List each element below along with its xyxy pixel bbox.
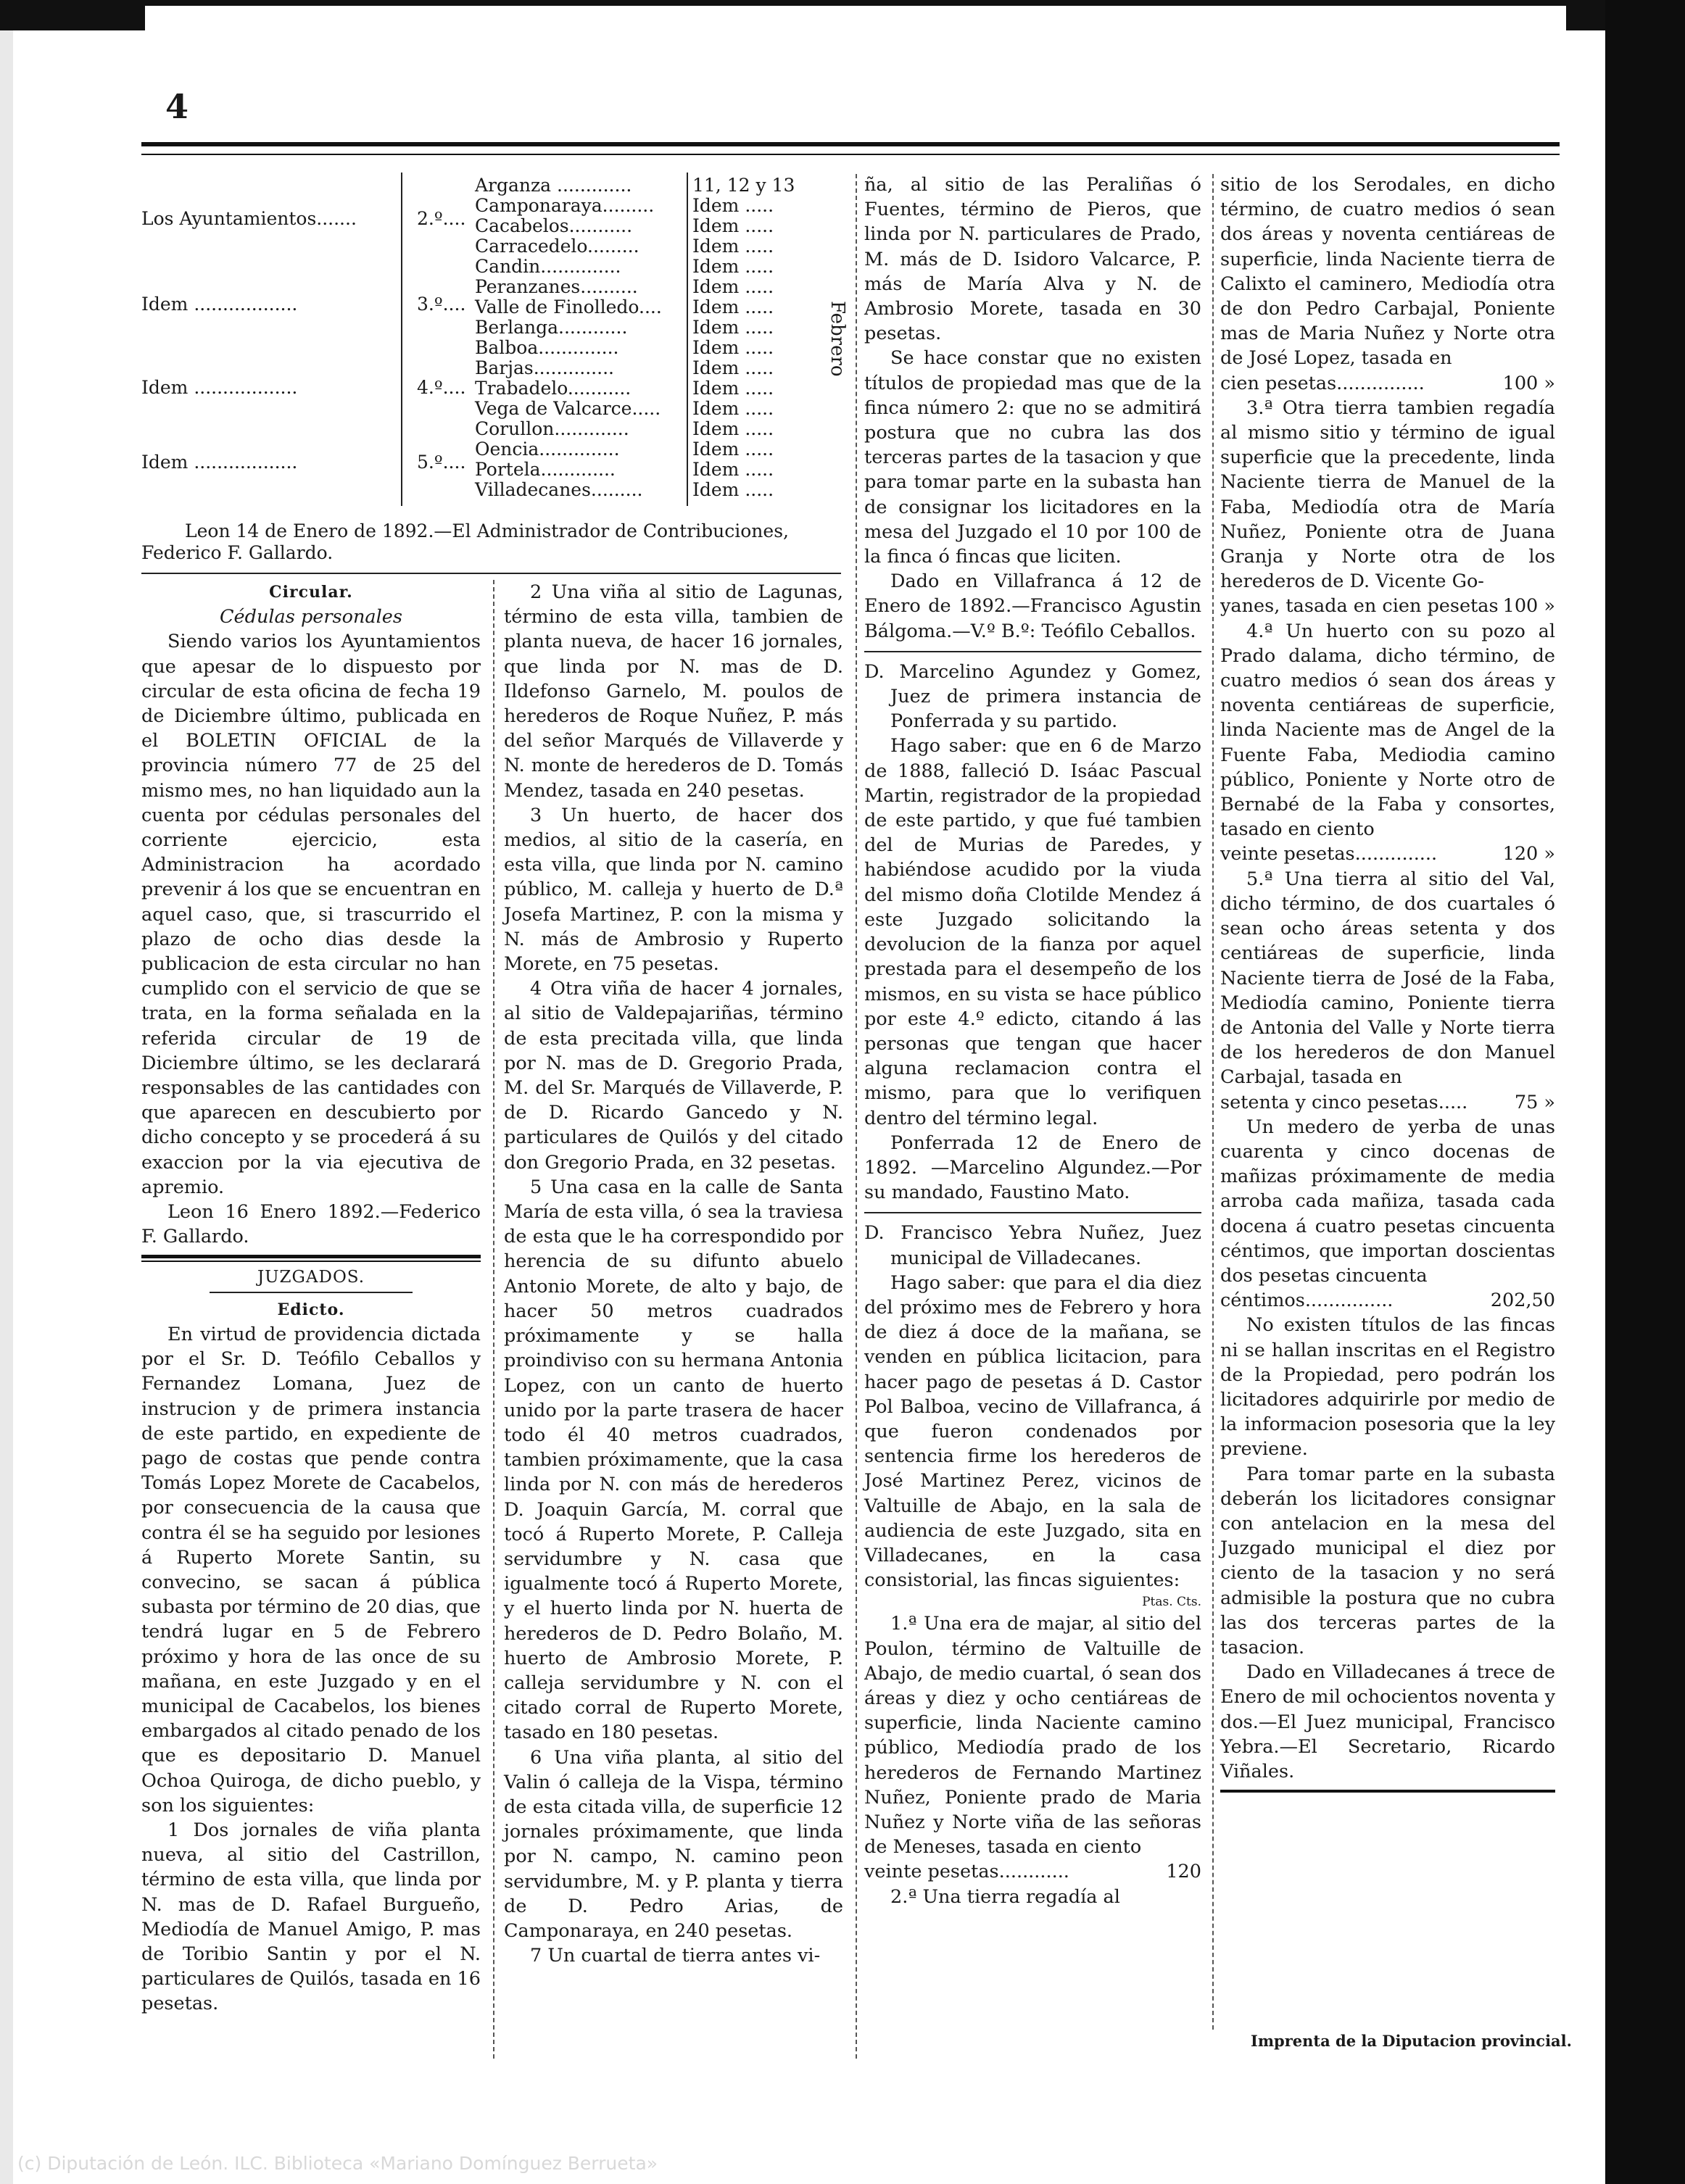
circular-title: Circular. [269, 583, 353, 602]
property-amount-line [864, 1859, 1201, 1884]
municipality-name: Barjas.............. [475, 357, 614, 378]
amount-value: 120 [1166, 1861, 1201, 1883]
schedule-month: Febrero [827, 301, 848, 377]
schedule-date: Idem ..... [692, 357, 774, 378]
amount-value: 100 » [1502, 372, 1555, 394]
property-item: 2.ª Una tierra regadía al [890, 1885, 1120, 1908]
group-turno: 5.º.... [417, 452, 466, 473]
property-amount-line [1220, 842, 1555, 866]
schedule-date: Idem ..... [692, 459, 774, 480]
edicto-note: Se hace constar que no existen títulos de propiedad mas que de la finca número 2: que no se admitirá postura que no cubra las dos terceras partes de la tasacion y que para tomar parte en la subasta han de consignar los licitadores en la mesa del Juzgado el 10 por 100 de la finca ó fincas que liciten. [864, 347, 1201, 568]
amount-value: 75 » [1514, 1091, 1555, 1113]
group-turno: 4.º.... [417, 377, 466, 398]
section-title: JUZGADOS. [257, 1268, 365, 1287]
schedule-date: Idem ..... [692, 479, 774, 500]
amount-label: veinte pesetas............ [864, 1861, 1069, 1883]
schedule-date: Idem ..... [692, 195, 774, 216]
municipality-name: Trabadelo........... [475, 378, 632, 399]
table-rule [687, 173, 688, 506]
circular-body: Siendo varios los Ayuntamientos que apesar de lo dispuesto por circular de esta oficina de fecha 19 de Diciembre último, publicada en el BOLETIN OFICIAL de la provincia número 77 de 25 del mismo mes, no han liquidado aun la cuenta por cédulas personales del corriente ejercicio, esta Administracion ha acordado prevenir á los que se encuentran en aquel caso, que, si trascurrido el plazo de ocho dias desde la publicacion de esta circular no han cumplido con el servicio de que se trata, en la forma señalada en la referida circular de 19 de Diciembre último, se les declarará responsables de las cantidades con que aparecen en descubierto por dicho concepto y se procederá á su exaccion por la via ejecutiva de apremio. [141, 631, 481, 1198]
municipality-name: Vega de Valcarce..... [475, 398, 661, 419]
property-amount-line [1220, 594, 1555, 618]
property-amount-line [1220, 371, 1555, 396]
circular-subtitle: Cédulas personales [220, 606, 402, 628]
page-number: 4 [165, 87, 189, 126]
municipality-name: Corullon............. [475, 418, 629, 439]
municipality-name: Portela............. [475, 459, 616, 480]
municipality-name: Arganza ............. [475, 175, 632, 196]
schedule-date: Idem ..... [692, 337, 774, 358]
edicto-title: Edicto. [277, 1300, 345, 1319]
schedule-date: 11, 12 y 13 [692, 175, 795, 196]
printer-imprint: Imprenta de la Diputacion provincial. [1251, 2032, 1572, 2050]
municipality-name: Candin.............. [475, 256, 621, 277]
section-rule [210, 1292, 413, 1293]
column-4 [1220, 173, 1555, 1793]
property-item: 4.ª Un huerto con su pozo al Prado dalama, dicho término, de cuatro medios ó sean dos áreas y noventa centiáreas de superficie, linda Naciente mas de Angel de la Fuente Faba, Mediodia camino público, Poniente y Norte otro de Bernabé de la Faba y consortes, tasado en ciento [1220, 620, 1555, 841]
municipality-name: Balboa.............. [475, 337, 619, 358]
schedule-date: Idem ..... [692, 418, 774, 439]
edicto-body: Hago saber: que en 6 de Marzo de 1888, falleció D. Isáac Pascual Martin, registrador de la propiedad de este partido, y que fué tambien del de Murias de Paredes, y habiéndose acudido por la viuda del mismo doña Clotilde Mendez á este Juzgado solicitando la devolucion de la fianza por aquel prestada para el desempeño de los mismos, en su vista se hace público por este 4.º edicto, citando á las personas que tengan que hacer alguna reclamacion contra el mismo, para que lo verifiquen dentro del término legal. [864, 735, 1201, 1129]
table-rule [401, 173, 402, 506]
group-turno: 3.º.... [417, 294, 466, 315]
footer-rule [1220, 1790, 1555, 1793]
scan-border-gap [145, 6, 1566, 30]
amount-label: setenta y cinco pesetas..... [1220, 1091, 1468, 1113]
amount-label: yanes, tasada en cien pesetas [1220, 595, 1499, 618]
property-amount-line [1220, 1288, 1555, 1313]
property-amount-line [1220, 1090, 1555, 1115]
edicto-item: 3 Un huerto, de hacer dos medios, al sitio de la casería, en esta villa, que linda por N. camino público, M. calleja y huerto de D.ª Josefa Martinez, P. con la misma y N. más de Ambrosio y Ruperto Morete, en 75 pesetas. [504, 804, 843, 976]
edicto-note: No existen títulos de las fincas ni se hallan inscritas en el Registro de la Propiedad, pero podrán los licitadores adquirirle por medio de la informacion posesoria que la ley previene. [1220, 1314, 1555, 1461]
edicto-item: 2 Una viña al sitio de Lagunas, término de esta villa, tambien de planta nueva, de hacer 16 jornales, que linda por N. mas de D. Ildefonso Garnelo, M. poulos de herederos de Roque Nuñez, P. más del señor Marqués de Villaverde y N. monte de herederos de D. Tomás Mendez, tasada en 240 pesetas. [504, 581, 843, 802]
property-item: 5.ª Una tierra al sitio del Val, dicho término, de dos cuartales ó sean ocho áreas setenta y dos centiáreas de superficie, linda Naciente tierra de José de la Faba, Mediodía camino, Poniente tierra de Antonia del Valle y Norte tierra de los herederos de don Manuel Carbajal, tasada en [1220, 868, 1555, 1089]
property-item: 3.ª Otra tierra tambien regadía al mismo sitio y término de igual superficie que la precedente, linda Naciente tierra de Manuel de la Faba, Mediodía otra de María Nuñez, Poniente otra de Juana Granja y Norte otra de los herederos de D. Vicente Go- [1220, 396, 1555, 593]
schedule-date: Idem ..... [692, 276, 774, 297]
circular-signature: Leon 16 Enero 1892.—Federico F. Gallardo. [141, 1201, 481, 1248]
group-turno: 2.º.... [417, 208, 466, 229]
edicto-body: Hago saber: que para el dia diez del próximo mes de Febrero y hora de diez á doce de la mañana, se venden en pública licitacion, para hacer pago de pesetas á D. Castor Pol Balboa, vecino de Villafranca, á que fueron condenados por sentencia firme los herederos de José Martinez Perez, vicinos de Valtuille de Abajo, en la sala de audiencia de este Juzgado, sita en Villadecanes, en la casa consistorial, las fincas siguientes: [864, 1271, 1201, 1592]
group-label: Idem .................. [141, 377, 298, 398]
schedule-date: Idem ..... [692, 317, 774, 338]
schedule-date: Idem ..... [692, 236, 774, 257]
schedule-date: Idem ..... [692, 215, 774, 236]
property-item: Un medero de yerba de unas cuarenta y cinco docenas de mañizas próximamente de media arroba cada mañiza, tasada cada docena á cuatro pesetas cincuenta céntimos, que importan doscientas dos pesetas cincuenta [1220, 1116, 1555, 1287]
group-label: Idem .................. [141, 294, 298, 315]
edicto-note: Para tomar parte en la subasta deberán los licitadores consignar con antelacion en la mesa del Juzgado municipal el diez por ciento de la tasacion y no será admisible la postura que no cubra las dos terceras partes de la tasacion. [1220, 1463, 1555, 1658]
edicto-item: 5 Una casa en la calle de Santa María de esta villa, ó sea la traviesa de esta que le ha correspondido por herencia de su difunto abuelo Antonio Morete, de alto y bajo, de hacer 50 metros cuadrados próximamente y se halla proindiviso con su hermana Antonia Lopez, con un canto de huerto unido por la parte trasera de hacer todo él 40 metros cuadrados, tambien próximamente, que la casa linda por N. con más de herederos D. Joaquin García, M. corral que tocó á Ruperto Morete, P. Calleja servidumbre y N. casa que igualmente tocó á Ruperto Morete, y el huerto linda por N. huerta de herederos de D. Pedro Bolaño, M. huerto de Ambrosio Morete, P. calleja servidumbre y N. con el citado corral de Ruperto Morete, tasado en 180 pesetas. [504, 1176, 843, 1744]
municipality-name: Valle de Finolledo.... [475, 296, 662, 317]
edicto-continuation: ña, al sitio de las Peraliñas ó Fuentes, término de Pieros, que linda por N. particulares de Prado, M. más de D. Isidoro Valcarce, P. más de María Alva y N. de Ambrosio Morete, tasada en 30 pesetas. [864, 174, 1201, 345]
edicto-signature: Ponferrada 12 de Enero de 1892. —Marcelino Algundez.—Por su mandado, Faustino Mato. [864, 1132, 1201, 1204]
edicto-heading: D. Marcelino Agundez y Gomez, Juez de primera instancia de Ponferrada y su partido. [864, 660, 1201, 733]
column-1 [141, 580, 481, 2017]
property-item: sitio de los Serodales, en dicho término, de cuatro medios ó sean dos áreas y noventa centiáreas de superficie, linda Naciente tierra de Calixto el caminero, Mediodía otra de don Pedro Carbajal, Poniente mas de Maria Nuñez y Norte otra de José Lopez, tasada en [1220, 174, 1555, 370]
municipality-name: Camponaraya......... [475, 195, 655, 216]
municipality-name: Berlanga............ [475, 317, 628, 338]
column-2 [504, 580, 843, 1968]
group-label: Los Ayuntamientos....... [141, 208, 357, 229]
municipality-name: Cacabelos........... [475, 215, 633, 236]
column-divider [1212, 174, 1214, 2030]
edicto-item: 6 Una viña planta, al sitio del Valin ó calleja de la Vispa, término de esta citada villa, de superficie 12 jornales próximamente, que linda por N. campo, N. camino peon servidumbre, M. y P. planta y tierra de D. Pedro Arias, de Camponaraya, en 240 pesetas. [504, 1746, 843, 1942]
schedule-date: Idem ..... [692, 398, 774, 419]
scan-border-right [1605, 0, 1685, 2184]
edicto-item: 7 Un cuartal de tierra antes vi- [530, 1945, 821, 1967]
schedule-signature: Leon 14 de Enero de 1892.—El Administrador de Contribuciones, Federico F. Gallardo. [141, 520, 789, 563]
edicto-body: En virtud de providencia dictada por el Sr. D. Teófilo Ceballos y Fernandez Lomana, Juez de instrucion y de primera instancia de este partido, en expediente de pago de costas que pende contra Tomás Lopez Morete de Cacabelos, por consecuencia de la causa que contra él se ha seguido por lesiones á Ruperto Morete Santin, su convecino, se sacan á pública subasta por término de 20 dias, que tendrá lugar en 5 de Febrero próximo y hora de las once de su mañana, en este Juzgado y en el municipal de Cacabelos, los bienes embargados al citado penado de los que es depositario D. Manuel Ochoa Quiroga, de dicho pueblo, y son los siguientes: [141, 1323, 481, 1816]
schedule-date: Idem ..... [692, 378, 774, 399]
column-3 [864, 173, 1201, 1909]
schedule-date: Idem ..... [692, 439, 774, 460]
municipality-name: Villadecanes......... [475, 479, 643, 500]
column-divider [493, 580, 494, 2059]
edicto-heading: D. Francisco Yebra Nuñez, Juez municipal de Villadecanes. [864, 1222, 1201, 1269]
section-rule [864, 651, 1201, 652]
schedule-date: Idem ..... [692, 256, 774, 277]
copyright-watermark: (c) Diputación de León. ILC. Biblioteca «Mariano Domínguez Berrueta» [17, 2153, 658, 2174]
edicto-signature: Dado en Villadecanes á trece de Enero de mil ochocientos noventa y dos.—El Juez municipal, Francisco Yebra.—El Secretario, Ricardo Viñales. [1220, 1661, 1555, 1782]
scan-border-left [0, 0, 13, 2184]
amount-label: veinte pesetas.............. [1220, 843, 1438, 865]
municipality-name: Carracedelo......... [475, 236, 639, 257]
column-divider [856, 174, 857, 2059]
property-item: 1.ª Una era de majar, al sitio del Poulon, término de Valtuille de Abajo, de medio cuartal, ó sean dos áreas y diez y ocho centiáreas de superficie, linda Naciente camino público, Mediodía prado de los herederos de Fernando Martinez Nuñez, Poniente prado de Maria Nuñez y Norte viña de las señoras de Meneses, tasada en ciento [864, 1613, 1201, 1859]
section-rule [141, 573, 841, 574]
amount-value: 202,50 [1490, 1290, 1555, 1312]
edicto-item: 4 Otra viña de hacer 4 jornales, al sitio de Valdepajariñas, término de esta precitada villa, que linda por N. mas de D. Gregorio Prada, M. del Sr. Marqués de Villaverde, P. de D. Ricardo Gancedo y N. particulares de Quilós y del citado don Gregorio Prada, en 32 pesetas. [504, 978, 843, 1174]
edicto-signature: Dado en Villafranca á 12 de Enero de 1892.—Francisco Agustin Bálgoma.—V.º B.º: Teófilo Ceballos. [864, 570, 1201, 642]
section-rule [864, 1212, 1201, 1213]
amount-value: 120 » [1502, 843, 1555, 865]
amount-label: céntimos............... [1220, 1290, 1394, 1312]
group-label: Idem .................. [141, 452, 298, 473]
schedule-date: Idem ..... [692, 296, 774, 317]
header-rule [141, 142, 1560, 155]
municipality-name: Oencia.............. [475, 439, 620, 460]
amount-label: cien pesetas............... [1220, 372, 1425, 394]
amount-value: 100 » [1502, 595, 1555, 618]
edicto-item: 1 Dos jornales de viña planta nueva, al sitio del Castrillon, término de esta villa, que linda por N. mas de D. Rafael Burgueño, Mediodía de Manuel Amigo, P. mas de Toribio Santin y por el N. particulares de Quilós, tasada en 16 pesetas. [141, 1819, 481, 2015]
municipality-name: Peranzanes.......... [475, 276, 638, 297]
amount-column-header: Ptas. Cts. [1142, 1595, 1201, 1610]
section-rule [141, 1255, 481, 1262]
